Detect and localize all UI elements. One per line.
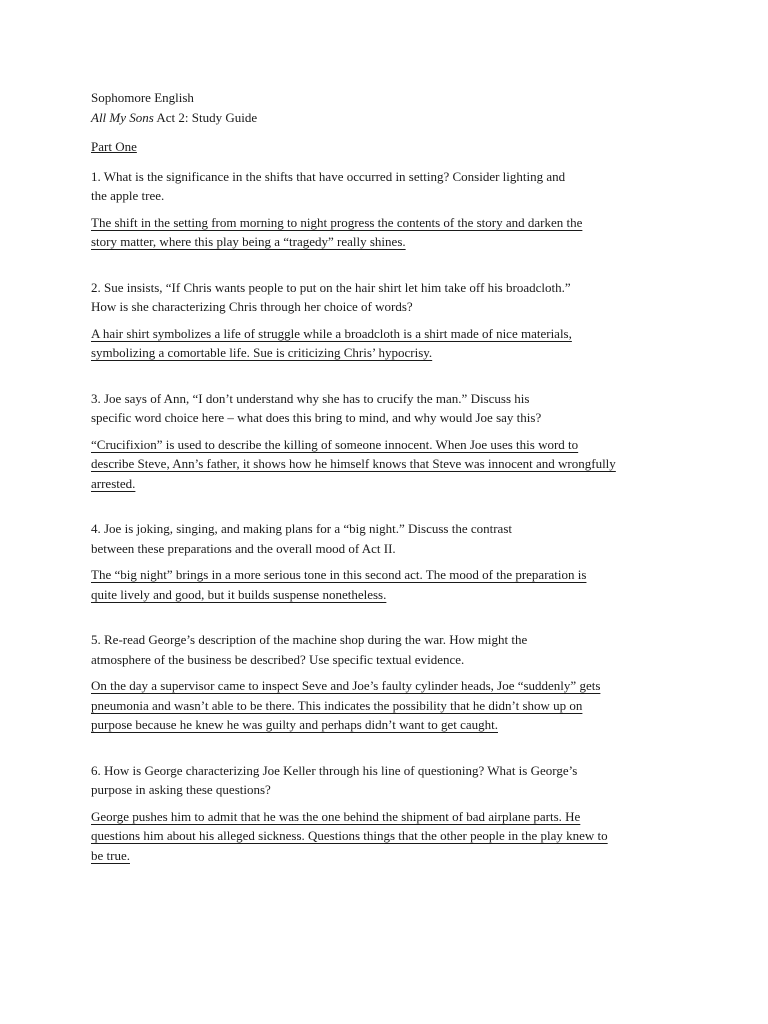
question-text: 4. Joe is joking, singing, and making plans for a “big night.” Discuss the contrast between these preparations and the overall mood of Act II. xyxy=(91,521,512,556)
answer-text: The shift in the setting from morning to night progress the contents of the story and darken the story matter, where this play being a “tragedy” really shines. xyxy=(91,214,583,249)
question-text: 2. Sue insists, “If Chris wants people to put on the hair shirt let him take off his broadcloth.” How is she characterizing Chris through her choice of words? xyxy=(91,279,571,314)
study-guide-page xyxy=(91,88,691,865)
question-block-6 xyxy=(91,761,691,866)
question-block-3 xyxy=(91,389,691,494)
question-block-2 xyxy=(91,278,691,363)
answer-text: The “big night” brings in a more serious tone in this second act. The mood of the preparation is quite lively and good, but it builds suspense nonetheless. xyxy=(91,567,587,602)
play-title: All My Sons xyxy=(91,109,154,125)
answer-text: “Crucifixion” is used to describe the killing of someone innocent. When Joe uses this word to describe Steve, Ann’s father, it shows how he himself knows that Steve was innocent and wrongfully arrested. xyxy=(91,436,616,491)
question-text: 5. Re-read George’s description of the machine shop during the war. How might the atmosphere of the business be described? Use specific textual evidence. xyxy=(91,632,528,667)
answer-text: On the day a supervisor came to inspect Seve and Joe’s faulty cylinder heads, Joe “suddenly” gets pneumonia and wasn’t able to be there. This indicates the possibility that he didn’t show up on purpose because he knew he was guilty and perhaps didn’t want to get caught. xyxy=(91,678,601,732)
answer-text: A hair shirt symbolizes a life of struggle while a broadcloth is a shirt made of nice materials, symbolizing a comortable life. Sue is criticizing Chris’ hypocrisy. xyxy=(91,325,572,360)
answer-text: George pushes him to admit that he was the one behind the shipment of bad airplane parts. He questions him about his alleged sickness. Questions things that the other people in the play knew to be true. xyxy=(91,808,608,863)
question-text: 6. How is George characterizing Joe Keller through his line of questioning? What is George’s purpose in asking these questions? xyxy=(91,762,578,797)
part-heading: Part One xyxy=(91,139,137,154)
question-block-4 xyxy=(91,519,691,604)
question-text: 1. What is the significance in the shifts that have occurred in setting? Consider lighting and the apple tree. xyxy=(91,168,566,203)
course-name: Sophomore English xyxy=(91,90,194,105)
question-block-5 xyxy=(91,630,691,735)
question-block-1 xyxy=(91,167,691,252)
question-text: 3. Joe says of Ann, “I don’t understand why she has to crucify the man.” Discuss his specific word choice here – what does this bring to mind, and why would Joe say this? xyxy=(91,390,542,425)
title-suffix: Act 2: Study Guide xyxy=(153,109,258,125)
document-title xyxy=(91,108,691,128)
